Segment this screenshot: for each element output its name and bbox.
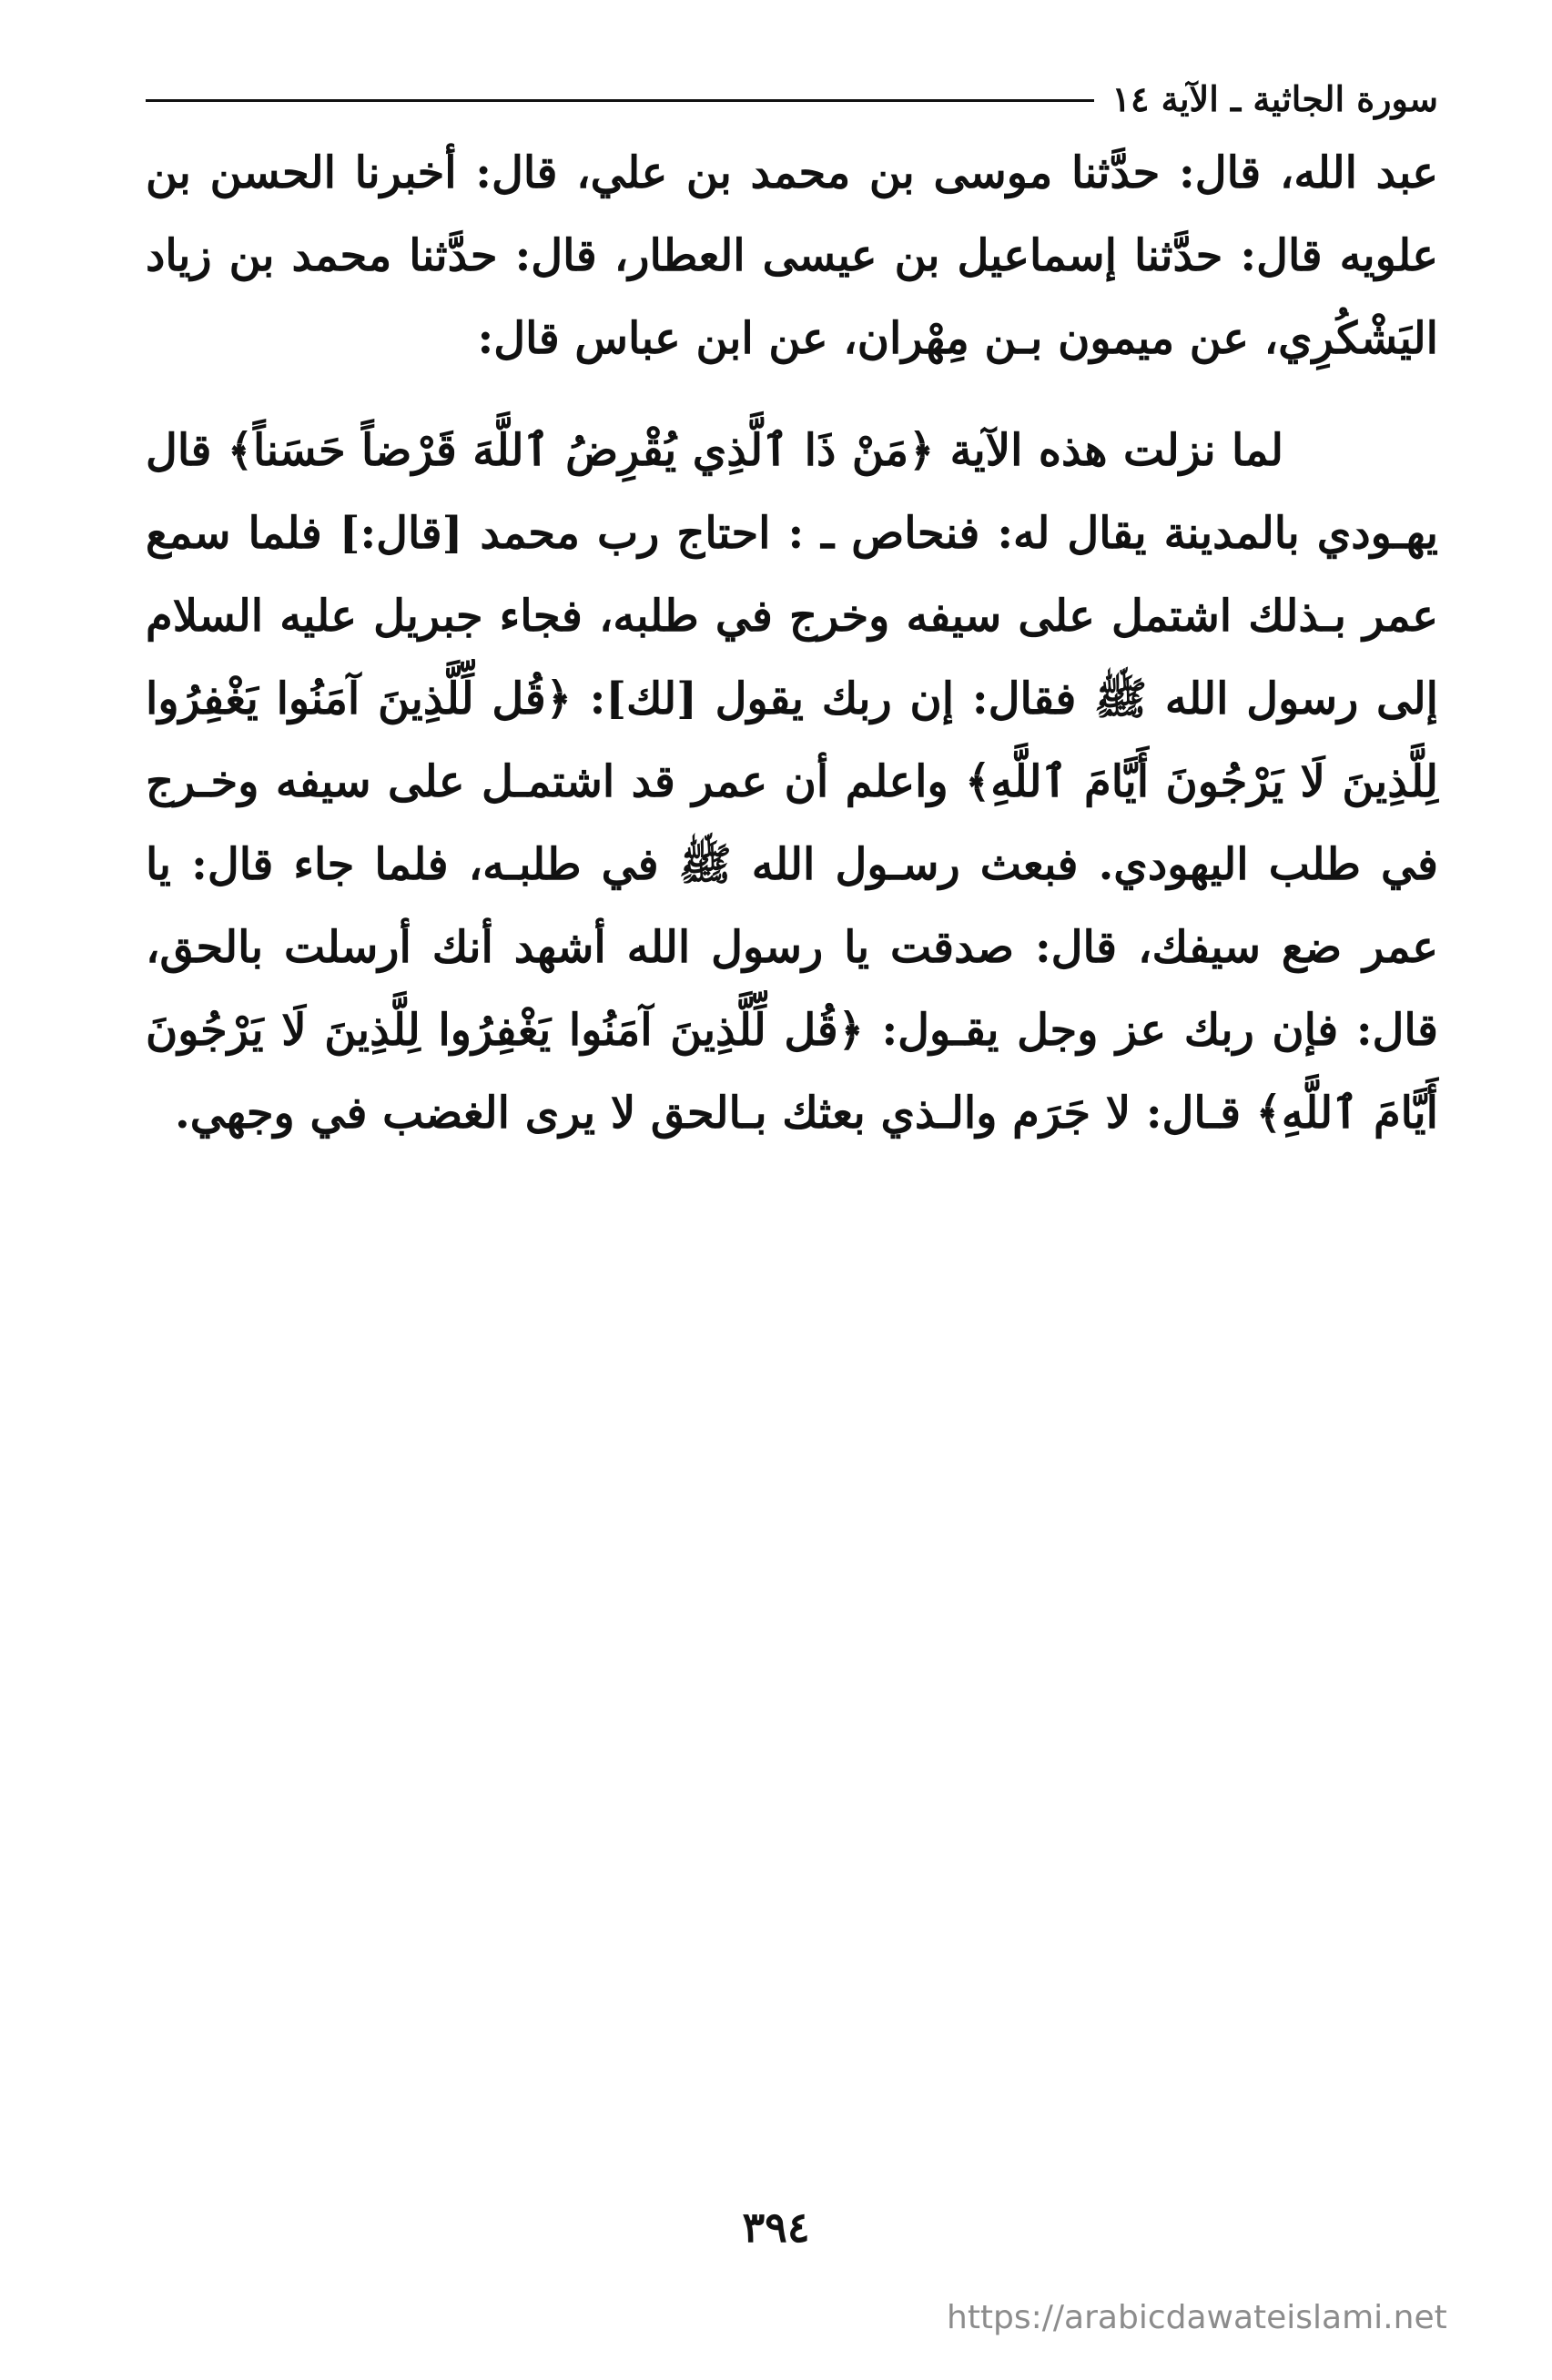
watermark-url: https://arabicdawateislami.net bbox=[947, 2299, 1447, 2336]
text-segment: عبد الله، قال: حدَّثنا موسى بن محمد بن علي، قال: أخبرنا الحسن بن علويه قال: حدَّثنا إسماعيل بن عيسى العطار، قال: حدَّثنا محمد بن زياد اليَشْكُرِي، عن ميمون بـن مِهْران، عن ابن عباس قال: bbox=[146, 147, 1438, 364]
quran-verse: ﴿قُل لِّلَّذِينَ آمَنُوا يَغْفِرُوا لِلَّذِينَ لَا يَرْجُونَ أَيَّامَ ٱللَّهِ﴾ bbox=[146, 1005, 1438, 1139]
running-header bbox=[146, 71, 1438, 126]
main-text bbox=[146, 132, 1438, 1184]
text-segment: قـال: لا جَرَم والـذي بعثك بـالحق لا يرى الغضب في وجهي. bbox=[175, 1088, 1256, 1139]
header-title: سورة الجاثية ـ الآية ١٤ bbox=[1111, 77, 1438, 119]
text-segment: لما نزلت هذه الآية bbox=[934, 425, 1284, 476]
quran-verse: ﴿مَنْ ذَا ٱلَّذِي يُقْرِضُ ٱللَّهَ قَرْضاً حَسَناً﴾ bbox=[227, 425, 935, 476]
text-segment: قال يهـودي بالمدينة يقال له: فنحاص ـ : احتاج رب محمد [قال:] فلما سمع عمر بـذلك اشتمل على سيفه وخرج في طلبه، فجاء جبريل عليه السلام إلى رسول الله ﷺ فقال: إن ربك يقول [لك]: bbox=[146, 425, 1439, 724]
text-segment: واعلم أن عمر قد اشتمـل على سيفه وخـرج في طلب اليهودي. فبعث رسـول الله ﷺ في طلبـه، فلما جاء قال: يا عمر ضع سيفك، قال: صدقت يا رسول الله أشهد أنك أرسلت بالحق، قال: فإن ربك عز وجل يقـول: bbox=[146, 756, 1438, 1056]
paragraph-isnad bbox=[146, 132, 1438, 380]
quran-verse: ﴿قُل لِّلَّذِينَ آمَنُوا يَغْفِرُوا لِلَّذِينَ لَا يَرْجُونَ أَيَّامَ ٱللَّهِ﴾ bbox=[146, 673, 1439, 807]
paragraph-narration bbox=[146, 410, 1438, 1155]
page-number: ٣٩٤ bbox=[742, 2203, 810, 2252]
header-rule bbox=[146, 99, 1094, 102]
